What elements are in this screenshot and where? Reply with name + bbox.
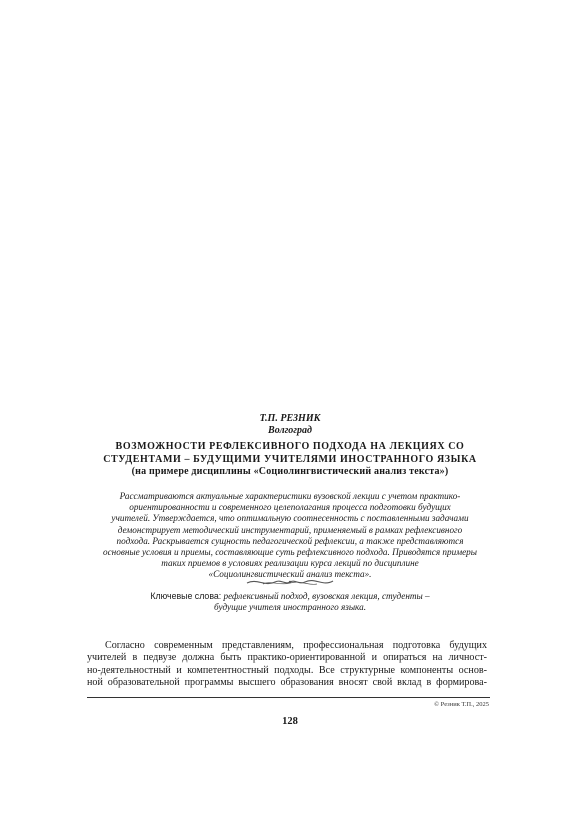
abstract-line: учителей. Утверждается, что оптимальную соотнесенность с поставленными задачами (111, 513, 469, 524)
keywords-line (110, 591, 470, 602)
abstract (75, 491, 505, 581)
body-line: но-деятельностный и компетентностный подходы. Все структурные компоненты основ- (87, 664, 487, 676)
keywords-text: рефлексивный подход, вузовская лекция, студенты – (223, 591, 430, 601)
abstract-line: подхода. Раскрывается сущность педагогической рефлексии, а также представляются (116, 535, 464, 546)
abstract-line: ориентированности и современного целеполагания процесса подготовки будущих (129, 502, 451, 513)
page-number: 128 (282, 716, 298, 727)
title-line: СТУДЕНТАМИ – БУДУЩИМИ УЧИТЕЛЯМИ ИНОСТРАННОГО ЯЗЫКА (103, 453, 477, 465)
body-text (87, 640, 487, 689)
abstract-line: основные условия и приемы, составляющие суть рефлексивного подхода. Приводятся примеры (103, 547, 477, 558)
abstract-line: таких приемов в условиях реализации курса лекций по дисциплине (161, 558, 419, 569)
author-city: Волгоград (268, 425, 312, 436)
title-subtitle: (на примере дисциплины «Социолингвистический анализ текста») (131, 466, 449, 477)
abstract-line: «Социолингвистический анализ текста». (208, 569, 372, 580)
body-line: учителей в педвузе должна быть практико-ориентированной и опираться на личност- (87, 652, 487, 664)
title-line: ВОЗМОЖНОСТИ РЕФЛЕКСИВНОГО ПОДХОДА НА ЛЕКЦИЯХ СО (115, 441, 465, 452)
keywords (110, 591, 470, 613)
author-name: Т.П. РЕЗНИК (259, 413, 321, 424)
footnote-rule (87, 697, 490, 698)
ornament-divider-icon (245, 576, 335, 588)
abstract-line: демонстрирует методический инструментарий, применяемый в рамках рефлексивного (117, 524, 463, 535)
body-line: ной образовательной программы высшего образования вносят свой вклад в формирова- (87, 676, 487, 688)
body-line: Согласно современным представлениям, профессиональная подготовка будущих (105, 640, 487, 651)
keywords-label: Ключевые слова: (150, 591, 222, 601)
keywords-text: будущие учителя иностранного языка. (213, 602, 367, 613)
copyright-notice: © Резник Т.П., 2025 (434, 701, 489, 708)
abstract-line: Рассматриваются актуальные характеристики вузовской лекции с учетом практико- (119, 491, 461, 501)
article-title (60, 441, 520, 479)
